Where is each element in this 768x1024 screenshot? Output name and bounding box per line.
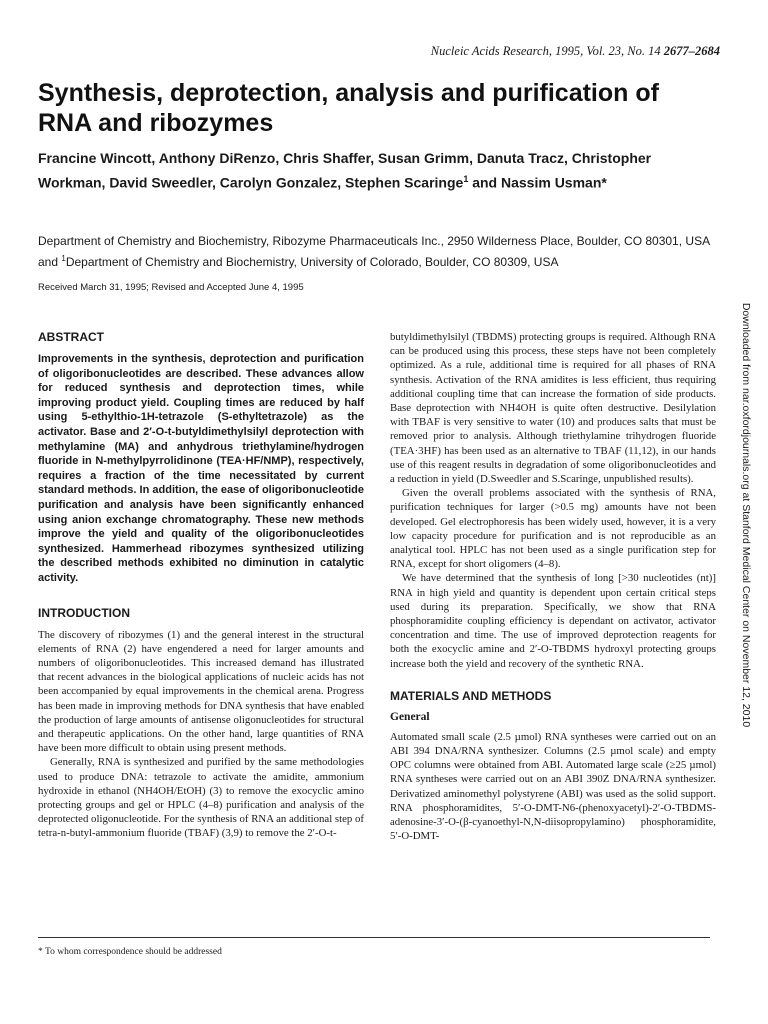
affiliation — [38, 233, 718, 271]
intro-paragraph-4: Given the overall problems associated with the synthesis of RNA, purification techniques for larger (>0.5 mg) amounts have not been developed. Gel electrophoresis has been widely used, however, it is a very low capacity procedure for purification and is not reproducible as an analytical tool. HPLC has not been used as a single purification step for RNA, except for short oligomers (4–8). — [390, 487, 716, 571]
download-notice: Downloaded from nar.oxfordjournals.org at Stanford Medical Center on November 12, 2010 — [740, 302, 752, 728]
received-dates: Received March 31, 1995; Revised and Accepted June 4, 1995 — [38, 282, 304, 293]
methods-paragraph-1: Automated small scale (2.5 µmol) RNA syntheses were carried out on an ABI 394 DNA/RNA synthesizer. Columns (2.5 µmol scale) and empty OPC columns were obtained from ABI. Automated large scale (≥25 µmol) RNA syntheses were carried out on an ABI 390Z DNA/RNA synthesizer. Derivatized aminomethyl polystyrene (ABI) was used as the solid support. RNA phosphoramidites, 5′-O-DMT-N6-(phenoxyacetyl)-2′-O-TBDMS-adenosine-3′-O-(β-cyanoethyl-N,N-diisopropylamino) phosphoramidite, 5′-O-DMT- — [390, 730, 716, 843]
journal-citation: Nucleic Acids Research, 1995, Vol. 23, No. 14 — [430, 44, 661, 58]
abstract-text: Improvements in the synthesis, deprotection and purification of oligoribonucleotides are described. These advances allow for reduced synthesis and deprotection times, while improving product yield. Coupling times are reduced by half using 5-ethylthio-1H-tetrazole (S-ethyltetrazole) as the activator. Base and 2′-O-t-butyldimethylsilyl deprotection with methylamine (MA) and anhydrous triethylamine/hydrogen fluoride in N-methylpyrrolidinone (TEA·HF/NMP), respectively, requires a fraction of the time necessitated by current standard methods. In addition, the ease of oligoribonucleotide purification and analysis have been significantly enhanced using anion exchange chromatography. These new methods improve the yield and quality of the oligoribonucleotides synthesized. Hammerhead ribozymes synthesized utilizing the described methods exhibited no diminution in catalytic activity. — [38, 353, 364, 584]
journal-reference — [410, 44, 720, 59]
affiliation-mark: 1 — [61, 254, 66, 263]
author-affiliation-mark: 1 — [463, 174, 469, 184]
download-watermark — [736, 300, 756, 730]
paper-title: Synthesis, deprotection, analysis and purification of RNA and ribozymes — [38, 79, 659, 137]
intro-paragraph-2: Generally, RNA is synthesized and purified by the same methodologies used to produce DNA: tetrazole to activate the amidite, ammonium hydroxide in ethanol (NH4OH/EtOH) (3) to remove the exocyclic amino protecting groups and gel or HPLC (4–8) purification and analysis of the deprotected oligonucleotide. For the synthesis of RNA an additional step of tetra-n-butyl-ammonium fluoride (TBAF) (3,9) to remove the 2′-O-t- — [38, 756, 364, 840]
affiliation-primary: Department of Chemistry and Biochemistry, Ribozyme Pharmaceuticals Inc., 2950 Wilderness Place, Boulder, CO 80301, USA and — [38, 234, 710, 269]
abstract-heading: ABSTRACT — [38, 330, 104, 344]
left-column — [38, 330, 364, 841]
footnote: * To whom correspondence should be addressed — [38, 947, 222, 957]
footnote-divider — [38, 937, 710, 938]
affiliation-secondary: Department of Chemistry and Biochemistry, University of Colorado, Boulder, CO 80309, USA — [65, 255, 559, 269]
methods-subheading-general: General — [390, 710, 430, 723]
intro-paragraph-3: butyldimethylsilyl (TBDMS) protecting groups is required. Although RNA can be produced using this process, these steps have not been completely optimized. As a rule, additional time is required for all phases of RNA synthesis. Activation of the RNA amidites is less efficient, thus requiring additional coupling time that can increase the formation of side products. Base deprotection with NH4OH is quite often destructive. Desilylation with TBAF is very sensitive to water (10) and produces salts that must be removed prior to analysis. Although triethylamine trihydrogen fluoride (TEA·3HF) has been used as an alternative to TBAF (11,12), in our hands use of this reagent results in degradation of some oligoribonucleotides and a reduction in yield (D.Sweedler and S.Scaringe, unpublished results). — [390, 331, 716, 486]
intro-paragraph-5: We have determined that the synthesis of long [>30 nucleotides (nt)] RNA in high yield and quantity is dependent upon certain critical steps used during its preparation. Specifically, we show that RNA phosphoramidite coupling efficiency is dependant on activator, activator concentration and time. The use of improved deprotection reagents for both the exocyclic amine and 2′-O-TBDMS hydroxyl protecting groups increase both the yield and recovery of the synthetic RNA. — [390, 572, 716, 670]
introduction-heading: INTRODUCTION — [38, 605, 130, 620]
intro-paragraph-1: The discovery of ribozymes (1) and the general interest in the structural elements of RNA (2) have engendered a need for larger amounts and numbers of oligoribonucleotides. This increased demand has illustrated that recent advances in the biological applications of nucleic acids has not been accompanied by equal improvements in the chemical arena. Progress has been made in improving methods for DNA synthesis that have enabled the production of large amounts of antisense oligonucleotides for structural and therapeutic applications. On the other hand, large quantities of RNA have been more difficult to obtain using present methods. — [38, 628, 364, 755]
authors-part-2: and Nassim Usman* — [468, 174, 607, 191]
authors-part-1: Francine Wincott, Anthony DiRenzo, Chris Shaffer, Susan Grimm, Danuta Tracz, Christopher Workman, David Sweedler, Carolyn Gonzalez, Stephen Scaringe — [38, 150, 652, 191]
methods-heading: MATERIALS AND METHODS — [390, 688, 552, 703]
author-list — [38, 148, 718, 194]
right-column — [390, 330, 716, 844]
page-range: 2677–2684 — [663, 44, 720, 58]
